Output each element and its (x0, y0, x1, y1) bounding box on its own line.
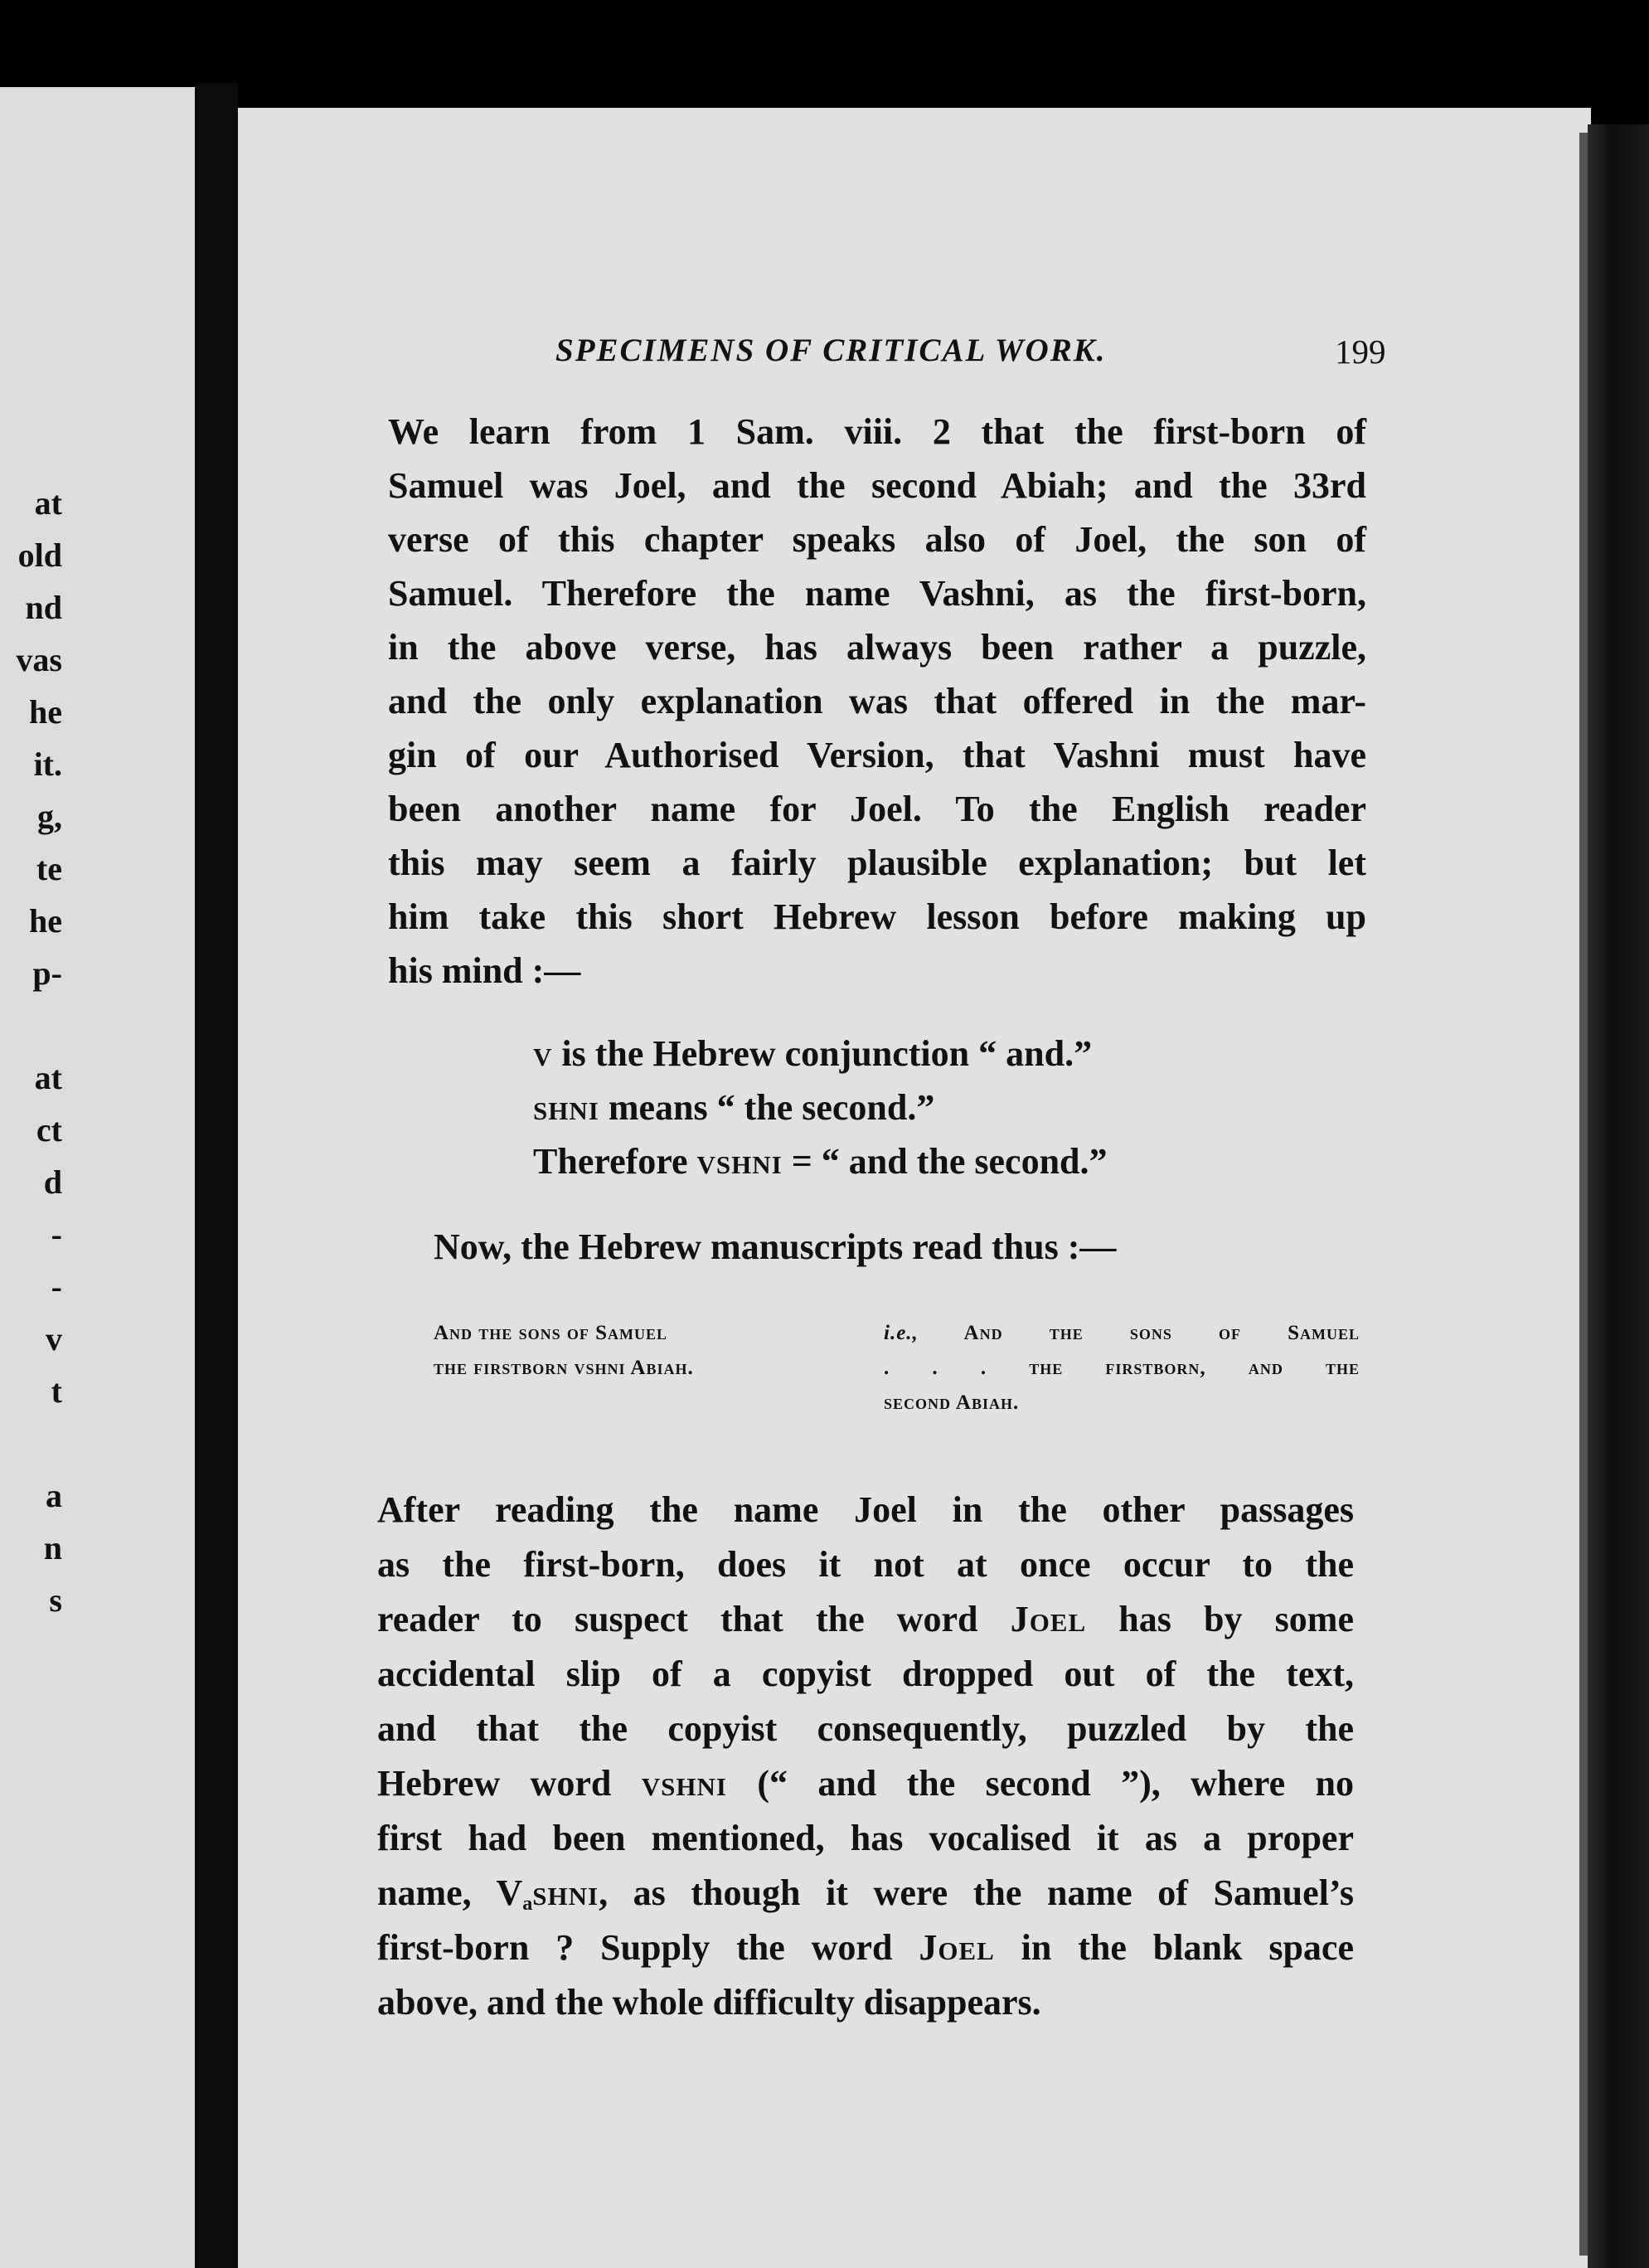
paragraph-line: been another name for Joel. To the English reader (388, 789, 1366, 829)
left-page-fragment: g, (37, 798, 62, 835)
paragraph-line: After reading the name Joel in the other passages (377, 1489, 1354, 1530)
paragraph-line: him take this short Hebrew lesson before making up (388, 896, 1366, 937)
left-page-fragment: at (34, 1059, 62, 1096)
manuscripts-intro: Now, the Hebrew manuscripts read thus :— (434, 1226, 1117, 1267)
right-book-edge (1588, 124, 1649, 2268)
left-page-fragment: - (51, 1268, 62, 1305)
lesson-line-2: shni means “ the second.” (533, 1087, 935, 1128)
left-page-fragment: v (46, 1320, 62, 1357)
paragraph-line: reader to suspect that the word Joel has by some (377, 1599, 1354, 1639)
paragraph-line: as the first-born, does it not at once occur to the (377, 1544, 1354, 1585)
left-page-fragment (0, 999, 62, 1051)
left-page-fragment: vas (16, 641, 62, 678)
paragraph-line: verse of this chapter speaks also of Joel, the son of (388, 519, 1366, 560)
lesson-line-3: Therefore vshni = “ and the second.” (533, 1141, 1108, 1182)
paragraph-line: and that the copyist consequently, puzzled by the (377, 1708, 1354, 1749)
ms-right-line: i.e., And the sons of Samuel (884, 1322, 1360, 1344)
paragraph-line: name, $V_ashni$, as though it were the name of Samuel’s (377, 1872, 1354, 1915)
manuscript-reading-right (884, 1316, 1360, 1421)
ms-left-line: And the sons of Samuel (434, 1322, 667, 1344)
left-page-fragment: old (17, 537, 62, 574)
ms-left-line: the firstborn vshni Abiah. (434, 1357, 694, 1379)
left-page-fragment: nd (25, 589, 62, 626)
left-page-fragment: ct (36, 1111, 62, 1149)
left-page-fragment: it. (33, 745, 62, 783)
manuscript-reading-left (434, 1316, 815, 1386)
left-page-fragment (0, 1417, 62, 1469)
left-page-fragment: s (49, 1581, 62, 1619)
paragraph-line: We learn from 1 Sam. viii. 2 that the first-born of (388, 411, 1366, 452)
running-title: SPECIMENS OF CRITICAL WORK. (555, 333, 1107, 368)
paragraph-line: first had been mentioned, has vocalised it as a proper (377, 1818, 1354, 1858)
paragraph-line: Samuel. Therefore the name Vashni, as the first-born, (388, 573, 1366, 614)
paragraph-line: in the above verse, has always been rather a puzzle, (388, 627, 1366, 668)
paragraph-line: gin of our Authorised Version, that Vashni must have (388, 735, 1366, 775)
page-edge-line (1579, 133, 1588, 2256)
paragraph-2 (377, 1483, 1354, 2030)
paragraph-line: his mind :— (388, 950, 581, 991)
paragraph-line: this may seem a fairly plausible explanation; but let (388, 843, 1366, 883)
left-page-fragment: te (36, 850, 62, 887)
left-page-fragment: - (51, 1216, 62, 1253)
left-page-fragment: he (29, 693, 62, 731)
left-page-fragment: t (51, 1372, 62, 1410)
ms-right-line: . . . the firstborn, and the (884, 1357, 1360, 1379)
left-page-fragment: a (46, 1477, 62, 1514)
paragraph-line: first-born ? Supply the word Joel in the blank space (377, 1927, 1354, 1968)
ms-right-line: second Abiah. (884, 1391, 1020, 1414)
left-page-fragment: d (43, 1163, 62, 1201)
book-spine (195, 83, 238, 2268)
paragraph-1 (388, 405, 1366, 998)
left-page-fragment: at (34, 484, 62, 522)
left-page-fragment: n (43, 1529, 62, 1566)
paragraph-line: and the only explanation was that offered in the mar- (388, 681, 1366, 721)
left-page-fragment: p- (32, 954, 62, 992)
left-page-edge (0, 87, 198, 2268)
lesson-line-1: v is the Hebrew conjunction “ and.” (533, 1033, 1093, 1074)
paragraph-line: Hebrew word vshni (“ and the second ”), where no (377, 1763, 1355, 1804)
paragraph-line: Samuel was Joel, and the second Abiah; and the 33rd (388, 465, 1366, 506)
page-number: 199 (1335, 333, 1386, 371)
paragraph-line: accidental slip of a copyist dropped out of the text, (377, 1654, 1354, 1694)
left-page-fragment: he (29, 902, 62, 940)
left-page-text-fragments (0, 477, 62, 1626)
paragraph-line: above, and the whole difficulty disappears. (377, 1982, 1041, 2023)
hebrew-lesson (533, 1027, 1108, 1188)
